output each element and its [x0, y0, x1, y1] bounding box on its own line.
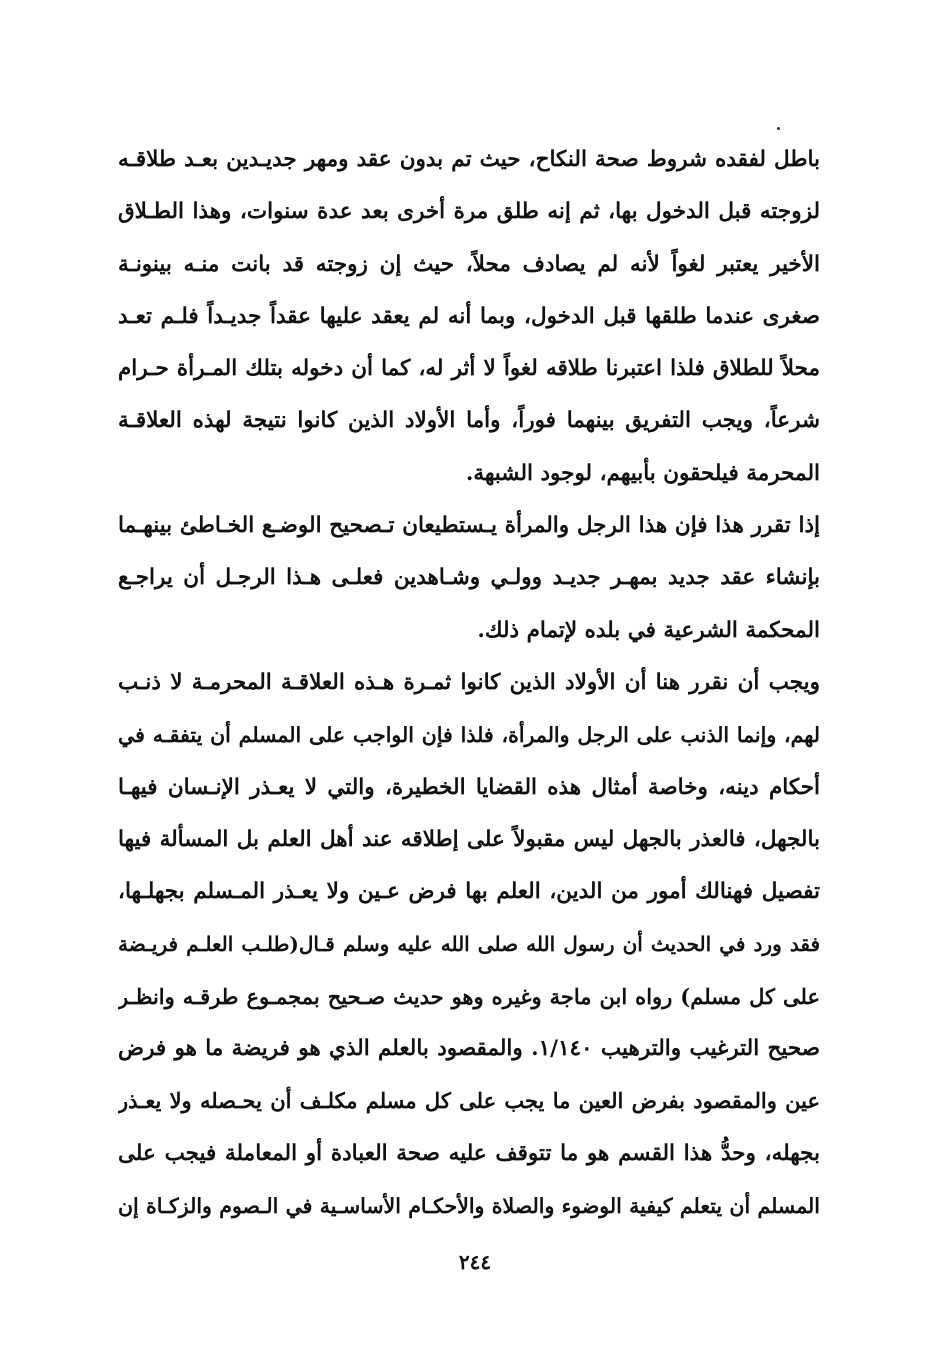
scan-speck [777, 127, 780, 130]
page-number: ٢٤٤ [458, 1250, 492, 1274]
text-line: فقد ورد في الحديث أن رسول الله صلى الله عليه وسلم قـال(طلـب العلـم فريـضة [118, 932, 820, 957]
body-text [118, 134, 820, 1232]
text-line: بالجهل، فالعذر بالجهل ليس مقبولاً على إطلاقه عند أهل العلم بل المسألة فيها [118, 826, 820, 852]
text-line: تفصيل فهنالك أمور من الدين، العلم بها فرض عـين ولا يعـذر المـسلم بجهلـها، [118, 879, 820, 905]
text-line: محلاً للطلاق فلذا اعتبرنا طلاقه لغواً لا أثر له، كما أن دخوله بتلك المـرأة حـرام [118, 356, 820, 382]
text-line: لزوجته قبل الدخول بها، ثم إنه طلق مرة أخرى بعد عدة سنوات، وهذا الطـلاق [118, 199, 820, 225]
text-line: عين والمقصود بفرض العين ما يجب على كل مسلم مكلـف أن يحـصله ولا يعـذر [118, 1088, 820, 1114]
paragraph-last-line: المحرمة فيلحقون بأبيهم، لوجود الشبهة. [465, 460, 820, 486]
text-line: أحكام دينه، وخاصة أمثال هذه القضايا الخطيرة، والتي لا يعـذر الإنـسان فيهـا [118, 774, 820, 800]
text-line: صغرى عندما طلقها قبل الدخول، وبما أنه لم يعقد عليها عقداً جديـداً فلـم تعـد [118, 303, 820, 329]
text-line: صحيح الترغيب والترهيب ١/١٤٠. والمقصود بالعلم الذي هو فريضة ما هو فرض [118, 1036, 820, 1062]
text-line: على كل مسلم) رواه ابن ماجة وغيره وهو حديث صـحيح بمجمـوع طرقـه وانظـر [118, 983, 820, 1009]
paragraph-last-line: المحكمة الشرعية في بلده لإتمام ذلك. [477, 617, 820, 643]
text-line: باطل لفقده شروط صحة النكاح، حيث تم بدون عقد ومهر جديـدين بعـد طلاقـه [118, 147, 820, 172]
text-line: بجهله، وحدُّ هذا القسم هو ما تتوقف عليه صحة العبادة أو المعاملة فيجب على [118, 1140, 820, 1166]
text-line: شرعاً، ويجب التفريق بينهما فوراً، وأما الأولاد الذين كانوا نتيجة لهذه العلاقـة [118, 408, 820, 434]
text-line: الأخير يعتبر لغواً لأنه لم يصادف محلاً، حيث إن زوجته قد بانت منـه بينونـة [118, 251, 820, 277]
text-line: بإنشاء عقد جديد بمهـر جديـد وولـي وشـاهدين فعلـى هـذا الرجـل أن يراجـع [118, 565, 820, 591]
text-line: المسلم أن يتعلم كيفية الوضوء والصلاة والأحكـام الأساسـية في الـصوم والزكـاة إن [118, 1193, 820, 1218]
text-line: إذا تقرر هذا فإن هذا الرجل والمرأة يـستطيعان تـصحيح الوضـع الخـاطئ بينهـما [118, 513, 820, 539]
text-line: لهم، وإنما الذنب على الرجل والمرأة، فلذا فإن الواجب على المسلم أن يتفقـه في [118, 723, 820, 748]
text-line: ويجب أن نقرر هنا أن الأولاد الذين كانوا ثمـرة هـذه العلاقـة المحرمـة لا ذنـب [118, 669, 820, 695]
